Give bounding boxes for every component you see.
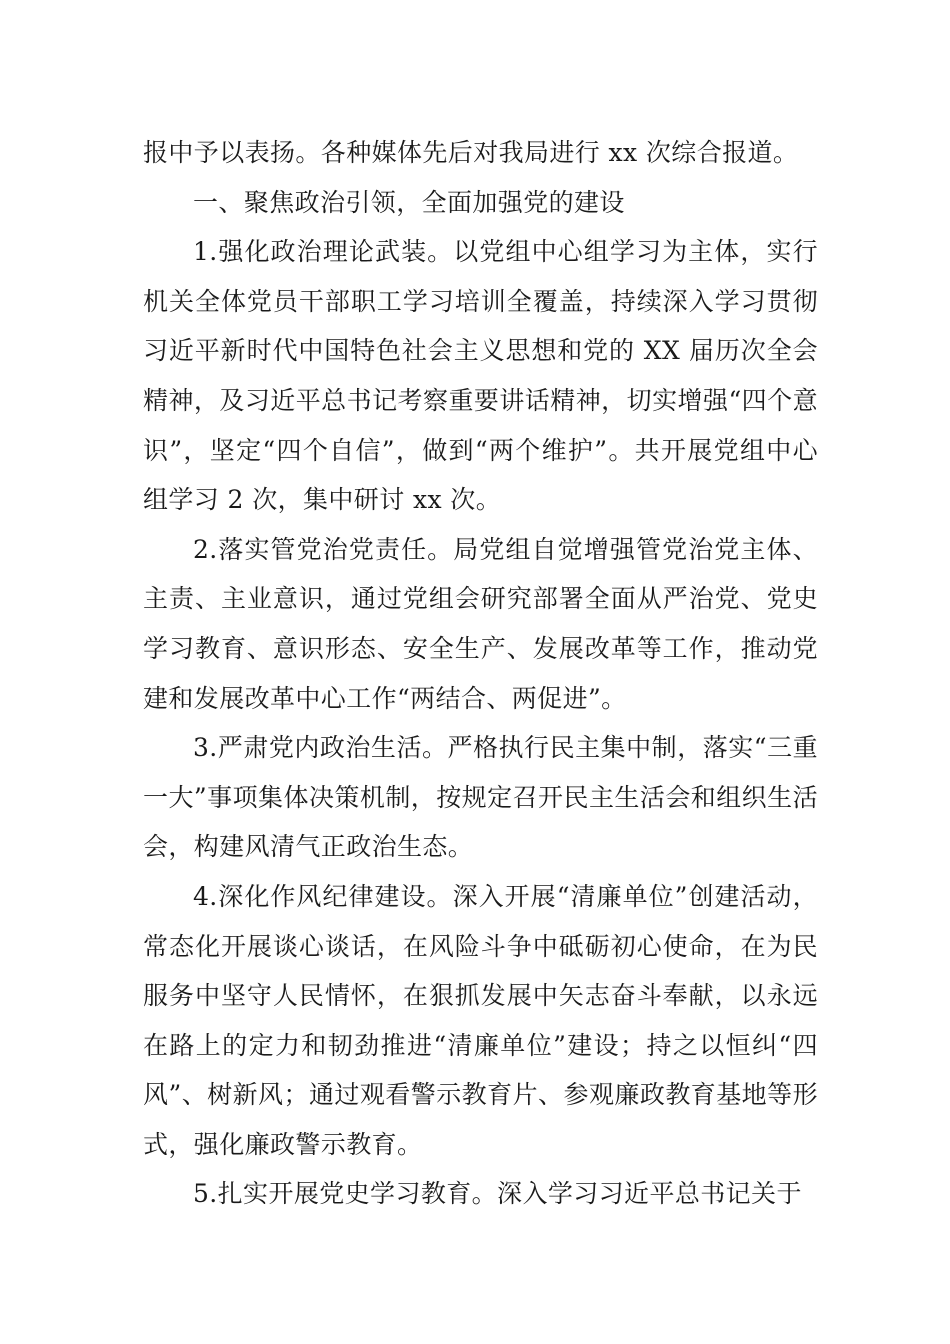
paragraph-item-1: 1.强化政治理论武装。以党组中心组学习为主体，实行机关全体党员干部职工学习培训全覆盖，持续深入学习贯彻习近平新时代中国特色社会主义思想和党的 XX 届历次全会精神，及习近平总书记考察重要讲话精神，切实增强“四个意识”，坚定“四个自信”，做到“两个维护”。共开展党组中心组学习 2 次，集中研讨 xx 次。 (143, 237, 818, 515)
section-heading: 一、聚焦政治引领，全面加强党的建设 (193, 187, 625, 217)
paragraph-item-4: 4.深化作风纪律建设。深入开展“清廉单位”创建活动，常态化开展谈心谈话，在风险斗争中砥砺初心使命，在为民服务中坚守人民情怀，在狠抓发展中矢志奋斗奉献，以永远在路上的定力和韧劲推进“清廉单位”建设；持之以恒纠“四风”、树新风；通过观看警示教育片、参观廉政教育基地等形式，强化廉政警示教育。 (143, 881, 818, 1159)
document-page (143, 128, 818, 1219)
paragraph-item-5: 5.扎实开展党史学习教育。深入学习习近平总书记关于 (193, 1179, 802, 1209)
paragraph-item-3: 3.严肃党内政治生活。严格执行民主集中制，落实“三重一大”事项集体决策机制，按规定召开民主生活会和组织生活会，构建风清气正政治生态。 (143, 733, 818, 862)
paragraph-item-2: 2.落实管党治党责任。局党组自觉增强管党治党主体、主责、主业意识，通过党组会研究部署全面从严治党、党史学习教育、意识形态、安全生产、发展改革等工作，推动党建和发展改革中心工作“两结合、两促进”。 (143, 534, 818, 713)
paragraph-continuation: 报中予以表扬。各种媒体先后对我局进行 xx 次综合报道。 (143, 138, 799, 167)
